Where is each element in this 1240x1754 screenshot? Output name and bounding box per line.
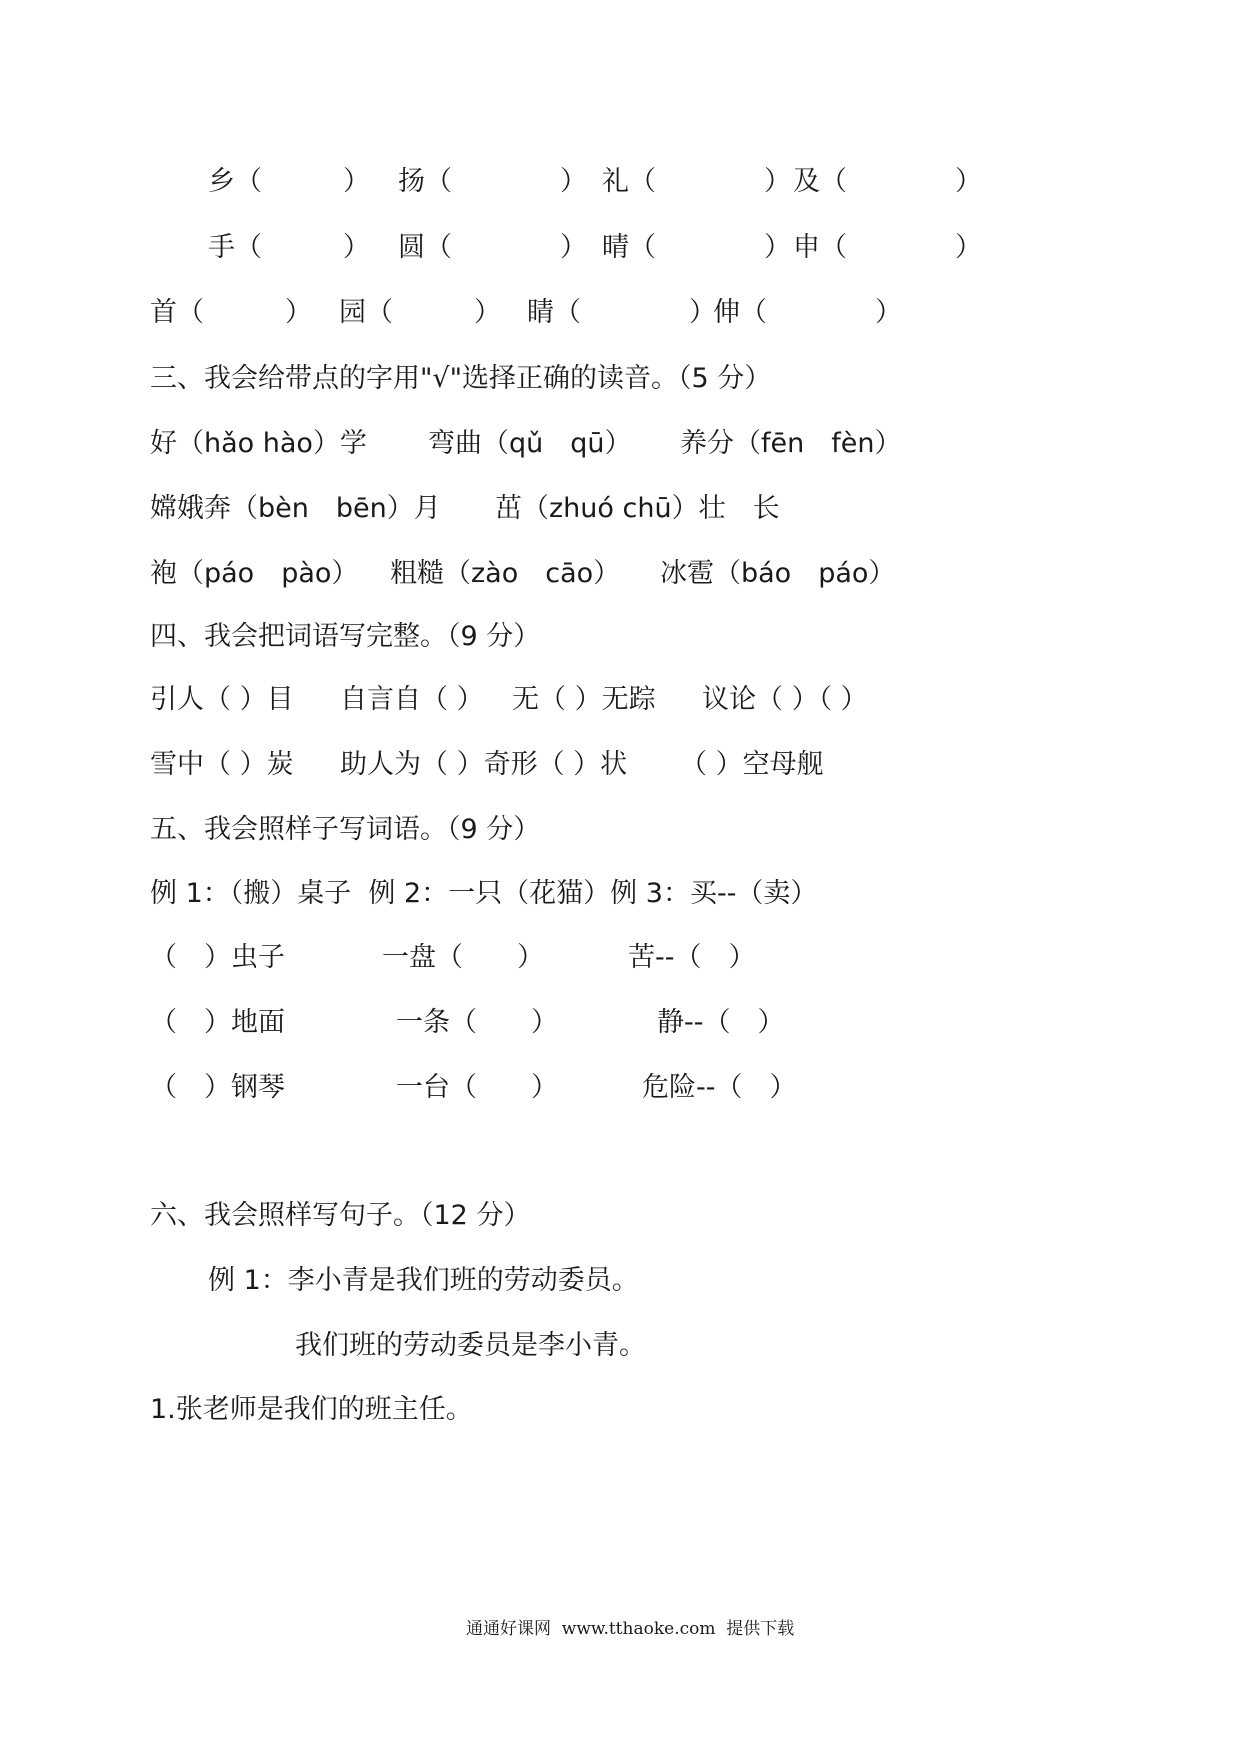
pattern-item: 危险--（ ） — [642, 1072, 797, 1103]
pattern-item: （ ）钢琴 — [150, 1072, 285, 1103]
word-item: 引人（ ）目 — [150, 684, 294, 715]
word-item: 议论（ ）（ ） — [702, 684, 868, 715]
char-blank: 乡（ ） — [208, 166, 370, 197]
char-blank: 手（ ） — [208, 232, 370, 263]
pinyin-item: 粗糙（zào cāo） — [390, 558, 621, 589]
section-4-heading: 四、我会把词语写完整。（9 分） — [150, 621, 541, 652]
section-6-heading: 六、我会照样写句子。（12 分） — [150, 1200, 531, 1231]
section-5-heading: 五、我会照样子写词语。（9 分） — [150, 814, 541, 845]
char-blank: 伸（ ） — [713, 297, 902, 328]
pattern-item: （ ）虫子 — [150, 942, 285, 973]
question-1: 1.张老师是我们的班主任。 — [150, 1394, 473, 1425]
footer-credit: 通通好课网 www.tthaoke.com 提供下载 — [466, 1619, 795, 1639]
char-blank: 园（ ） — [339, 297, 501, 328]
pattern-item: （ ）地面 — [150, 1007, 285, 1038]
char-blank: 睛（ ） — [527, 297, 716, 328]
char-blank: 扬（ ） — [398, 166, 587, 197]
section-6-example-2: 我们班的劳动委员是李小青。 — [295, 1330, 646, 1361]
pinyin-item: 好（hǎo hào）学 — [150, 428, 367, 459]
char-blank: 晴（ ） — [602, 232, 791, 263]
section-5-example: 例 1：（搬）桌子 例 2：一只（花猫）例 3：买--（卖） — [150, 878, 818, 909]
pattern-item: 一台（ ） — [396, 1072, 558, 1103]
word-item: 雪中（ ）炭 — [150, 749, 294, 780]
pattern-item: 静--（ ） — [657, 1007, 785, 1038]
word-item: 无（ ）无踪 — [512, 684, 656, 715]
pinyin-item: 冰雹（báo páo） — [660, 558, 896, 589]
section-6-example-1: 例 1：李小青是我们班的劳动委员。 — [208, 1265, 639, 1296]
char-blank: 首（ ） — [150, 297, 312, 328]
pinyin-item: 嫦娥奔（bèn bēn）月 — [150, 493, 441, 524]
pinyin-item: 养分（fēn fèn） — [680, 428, 902, 459]
pinyin-item: 弯曲（qǔ qū） — [428, 428, 632, 459]
pinyin-item: 茁（zhuó chū）壮 长 — [495, 493, 780, 524]
word-item: 助人为（ ）奇形（ ）状 — [340, 749, 628, 780]
char-blank: 圆（ ） — [398, 232, 587, 263]
char-blank: 礼（ ） — [602, 166, 791, 197]
char-blank: 申（ ） — [793, 232, 982, 263]
pattern-item: 一盘（ ） — [382, 942, 544, 973]
pattern-item: 一条（ ） — [396, 1007, 558, 1038]
word-item: （ ）空母舰 — [680, 749, 824, 780]
word-item: 自言自（ ） — [340, 684, 484, 715]
section-3-heading: 三、我会给带点的字用"√"选择正确的读音。（5 分） — [150, 363, 772, 394]
pinyin-item: 袍（páo pào） — [150, 558, 359, 589]
char-blank: 及（ ） — [793, 166, 982, 197]
pattern-item: 苦--（ ） — [628, 942, 756, 973]
